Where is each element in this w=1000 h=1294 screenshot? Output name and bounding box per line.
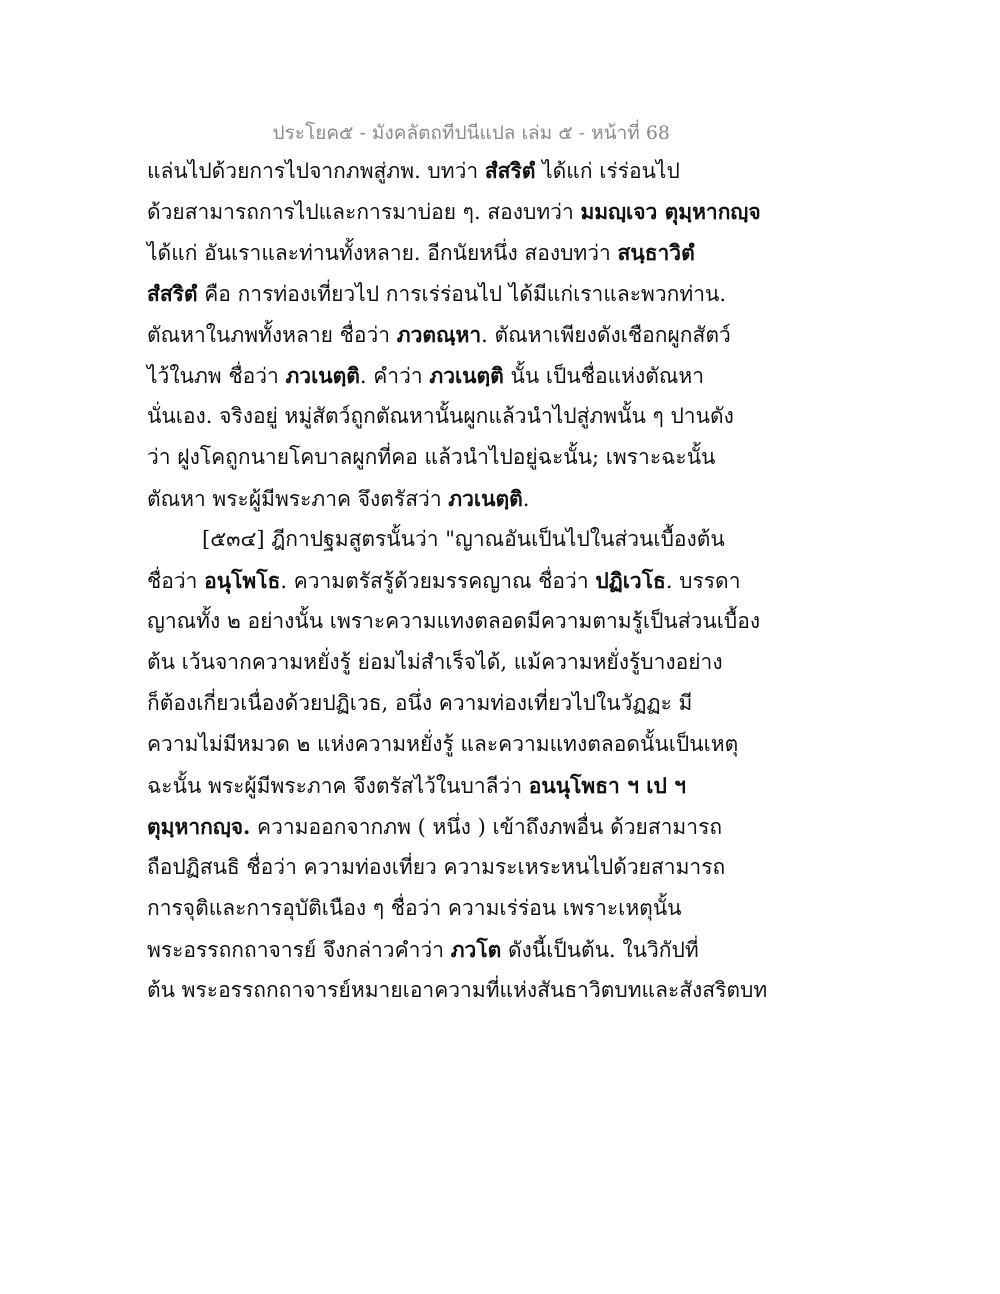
text-line — [147, 273, 727, 314]
text-line — [147, 232, 707, 273]
text-line — [147, 970, 768, 1011]
text-segment: ด้วยสามารถการไปและการมาบ่อย ๆ. สองบทว่า — [147, 200, 581, 224]
bold-term: มมญฺเจว ตุมฺหากญฺจ — [580, 199, 761, 224]
bold-term: สํสริตํ — [484, 158, 536, 183]
text-line — [147, 478, 707, 519]
text-segment: ความออกจากภพ ( หนึ่ง ) เข้าถึงภพอื่น ด้วยสามารถ — [250, 815, 723, 839]
bold-term: ภวเนตฺติ — [285, 363, 360, 388]
text-segment: ตัณหาในภพทั้งหลาย ชื่อว่า — [147, 323, 397, 347]
text-segment: ถือปฏิสนธิ ชื่อว่า ความท่องเที่ยว ความระเหระหนไปด้วยสามารถ — [147, 855, 726, 879]
bold-term: อนนุโพธา ฯ เป ฯ — [528, 773, 686, 798]
text-segment: ต้น เว้นจากความหยั่งรู้ ย่อมไม่สำเร็จได้, แม้ความหยั่งรู้บางอย่าง — [147, 650, 723, 674]
text-segment: ความไม่มีหมวด ๒ แห่งความหยั่งรู้ และความแทงตลอดนั้นเป็นเหตุ — [147, 732, 739, 756]
text-line — [147, 765, 707, 806]
text-segment: พระอรรถกถาจารย์ จึงกล่าวคำว่า — [147, 938, 451, 962]
page-body — [147, 150, 768, 1011]
text-line — [147, 150, 707, 191]
text-segment: นั้น เป็นชื่อแห่งตัณหา — [503, 364, 704, 388]
text-segment: ไว้ในภพ ชื่อว่า — [147, 364, 286, 388]
bold-term: ภวตณฺหา — [396, 322, 482, 347]
text-segment: แล่นไปด้วยการไปจากภพสู่ภพ. บทว่า — [147, 159, 485, 183]
text-segment: ชื่อว่า — [147, 569, 205, 593]
text-segment: ญาณทั้ง ๒ อย่างนั้น เพราะความแทงตลอดมีความตามรู้เป็นส่วนเบื้อง — [147, 609, 761, 633]
bold-term: ภวโต — [450, 937, 502, 962]
text-segment: การจุติและการอุบัติเนือง ๆ ชื่อว่า ความเร่ร่อน เพราะเหตุนั้น — [147, 896, 682, 920]
text-line — [147, 888, 707, 929]
text-line — [147, 396, 734, 437]
text-segment: . ตัณหาเพียงดังเชือกผูกสัตว์ — [481, 323, 731, 347]
text-segment: ได้แก่ เร่ร่อนไป — [535, 159, 680, 183]
text-segment: ว่า ฝูงโคถูกนายโคบาลผูกที่คอ แล้วนำไปอยู่ฉะนั้น; เพราะฉะนั้น — [147, 445, 716, 469]
text-line — [147, 519, 725, 560]
text-segment: . ความตรัสรู้ด้วยมรรคญาณ ชื่อว่า — [280, 569, 596, 593]
text-line — [147, 929, 707, 970]
text-line — [147, 806, 723, 847]
bold-term: ภวเนตฺติ — [429, 363, 504, 388]
text-line — [147, 683, 707, 724]
text-segment: ฉะนั้น พระผู้มีพระภาค จึงตรัสไว้ในบาลีว่า — [147, 774, 529, 798]
text-segment: . คำว่า — [359, 364, 430, 388]
text-segment: [๕๓๔] ฎีกาปฐมสูตรนั้นว่า "ญาณอันเป็นไปในส่วนเบื้องต้น — [202, 527, 725, 551]
text-segment: นั่นเอง. จริงอยู่ หมู่สัตว์ถูกตัณหานั้นผูกแล้วนำไปสู่ภพนั้น ๆ ปานดัง — [147, 404, 734, 428]
bold-term: ปฏิเวโธ — [595, 568, 666, 593]
bold-term: สํสริตํ — [147, 281, 198, 306]
text-segment: . บรรดา — [665, 569, 741, 593]
text-segment: . — [522, 487, 530, 511]
text-line — [147, 437, 716, 478]
text-line — [147, 724, 739, 765]
text-segment: ต้น พระอรรถกถาจารย์หมายเอาความที่แห่งสันธาวิตบทและสังสริตบท — [147, 978, 768, 1002]
text-line — [147, 191, 761, 232]
text-line — [147, 642, 723, 683]
text-line — [147, 355, 707, 396]
page-header: ประโยค๕ - มังคลัตถทีปนีแปล เล่ม ๕ - หน้าที่ 68 — [272, 122, 670, 144]
bold-term: ภวเนตฺติ — [448, 486, 523, 511]
text-line — [147, 601, 761, 642]
text-segment: คือ การท่องเที่ยวไป การเร่ร่อนไป ได้มีแก่เราและพวกท่าน. — [197, 282, 727, 306]
text-segment: ตัณหา พระผู้มีพระภาค จึงตรัสว่า — [147, 487, 449, 511]
text-segment: ก็ต้องเกี่ยวเนื่องด้วยปฏิเวธ, อนึ่ง ความท่องเที่ยวไปในวัฏฏะ มี — [147, 691, 693, 715]
bold-term: ตุมฺหากญฺจ. — [147, 814, 251, 839]
text-line — [147, 847, 726, 888]
bold-term: สนฺธาวิตํ — [617, 240, 695, 265]
text-segment: ดังนี้เป็นต้น. ในวิกัปที่ — [501, 938, 699, 962]
text-segment: ได้แก่ อันเราและท่านทั้งหลาย. อีกนัยหนึ่ง สองบทว่า — [147, 241, 618, 265]
text-line — [147, 314, 731, 355]
text-line — [147, 560, 741, 601]
bold-term: อนุโพโธ — [204, 568, 281, 593]
